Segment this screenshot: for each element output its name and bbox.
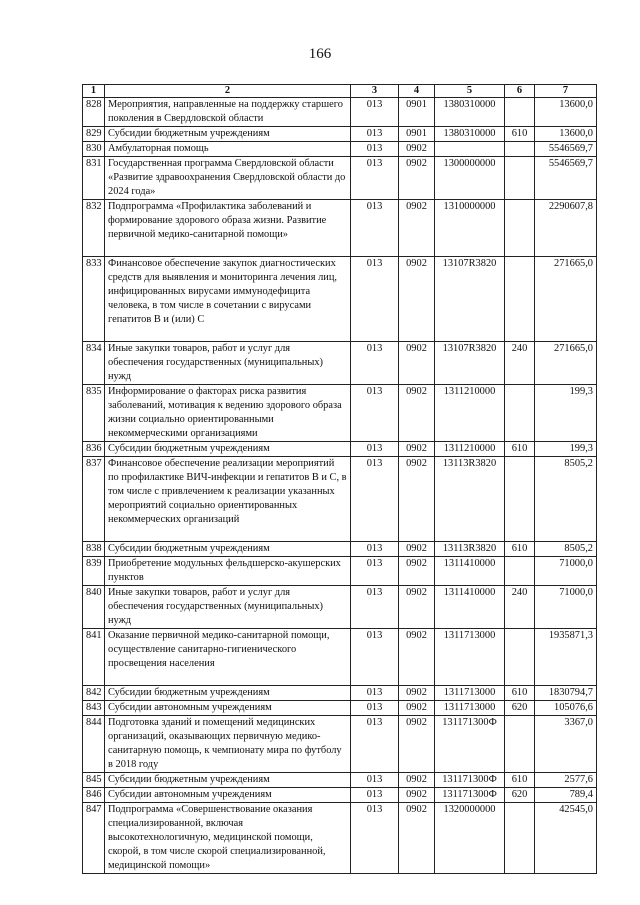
header-col-5: 5 [435,85,505,98]
row-code-3: 013 [351,127,399,142]
table-row [83,557,597,586]
row-code-3: 013 [351,788,399,803]
row-code-3: 013 [351,442,399,457]
row-name: Информирование о факторах риска развития заболеваний, мотивация к ведению здорового образа жизни социально ориентированными некоммерческими организациями [105,385,351,442]
row-code-3: 013 [351,342,399,385]
row-code-3: 013 [351,586,399,629]
table-row [83,385,597,442]
row-code-4: 0902 [399,457,435,542]
row-number: 841 [83,629,105,686]
row-amount: 5546569,7 [535,142,597,157]
table-row [83,200,597,257]
row-amount: 789,4 [535,788,597,803]
row-code-4: 0901 [399,98,435,127]
row-code-3: 013 [351,716,399,773]
row-amount: 71000,0 [535,557,597,586]
row-name: Амбулаторная помощь [105,142,351,157]
row-code-6 [505,557,535,586]
row-name: Иные закупки товаров, работ и услуг для обеспечения государственных (муниципальных) нужд [105,342,351,385]
row-code-6 [505,803,535,874]
row-code-5: 1311210000 [435,442,505,457]
row-code-5 [435,142,505,157]
row-name: Подготовка зданий и помещений медицинских организаций, оказывающих первичную медико-санитарную помощь, к чемпионату мира по футболу в 2018 году [105,716,351,773]
row-code-5: 13107R3820 [435,257,505,342]
row-name: Государственная программа Свердловской области «Развитие здравоохранения Свердловской области до 2024 года» [105,157,351,200]
row-code-6 [505,716,535,773]
row-code-5: 1311713000 [435,701,505,716]
row-code-5: 1310000000 [435,200,505,257]
row-code-6: 610 [505,442,535,457]
row-amount: 105076,6 [535,701,597,716]
row-number: 835 [83,385,105,442]
row-amount: 13600,0 [535,98,597,127]
header-col-4: 4 [399,85,435,98]
row-number: 847 [83,803,105,874]
row-code-4: 0901 [399,127,435,142]
row-code-4: 0902 [399,716,435,773]
header-col-3: 3 [351,85,399,98]
row-amount: 8505,2 [535,542,597,557]
row-code-4: 0902 [399,788,435,803]
row-code-4: 0902 [399,701,435,716]
row-amount: 199,3 [535,385,597,442]
row-name: Подпрограмма «Профилактика заболеваний и формирование здорового образа жизни. Развитие первичной медико-санитарной помощи» [105,200,351,257]
row-code-4: 0902 [399,200,435,257]
row-code-6: 610 [505,686,535,701]
row-code-3: 013 [351,157,399,200]
row-number: 834 [83,342,105,385]
row-code-3: 013 [351,686,399,701]
row-code-3: 013 [351,200,399,257]
row-code-4: 0902 [399,442,435,457]
row-name: Субсидии бюджетным учреждениям [105,542,351,557]
row-number: 844 [83,716,105,773]
table-row [83,686,597,701]
row-name: Субсидии автономным учреждениям [105,701,351,716]
row-code-4: 0902 [399,157,435,200]
row-code-6 [505,200,535,257]
header-col-2: 2 [105,85,351,98]
table-header-row [83,85,597,98]
row-code-4: 0902 [399,342,435,385]
table-row [83,701,597,716]
row-amount: 3367,0 [535,716,597,773]
table-row [83,803,597,874]
row-number: 836 [83,442,105,457]
table-row [83,542,597,557]
row-number: 832 [83,200,105,257]
row-code-6: 610 [505,773,535,788]
row-amount: 271665,0 [535,342,597,385]
row-code-6 [505,457,535,542]
row-code-4: 0902 [399,629,435,686]
row-code-5: 1311410000 [435,557,505,586]
row-code-6: 620 [505,788,535,803]
row-amount: 199,3 [535,442,597,457]
row-name: Субсидии бюджетным учреждениям [105,442,351,457]
row-code-6: 240 [505,586,535,629]
row-code-4: 0902 [399,542,435,557]
table-row [83,98,597,127]
table-row [83,442,597,457]
row-code-6 [505,629,535,686]
row-name: Оказание первичной медико-санитарной помощи, осуществление санитарно-гигиенического просвещения населения [105,629,351,686]
row-code-3: 013 [351,629,399,686]
row-number: 846 [83,788,105,803]
row-number: 831 [83,157,105,200]
row-code-4: 0902 [399,142,435,157]
table-row [83,773,597,788]
row-name: Подпрограмма «Совершенствование оказания специализированной, включая высокотехнологичную, медицинской помощи, скорой, в том числе скорой специализированной, медицинской помощи» [105,803,351,874]
row-code-5: 13113R3820 [435,457,505,542]
header-col-7: 7 [535,85,597,98]
row-code-4: 0902 [399,257,435,342]
row-number: 843 [83,701,105,716]
row-code-5: 1311713000 [435,686,505,701]
table-row [83,629,597,686]
header-col-6: 6 [505,85,535,98]
row-code-5: 1311410000 [435,586,505,629]
table-row [83,716,597,773]
row-code-4: 0902 [399,385,435,442]
row-number: 842 [83,686,105,701]
row-amount: 42545,0 [535,803,597,874]
table-body [83,98,597,874]
row-code-6 [505,157,535,200]
row-code-6 [505,385,535,442]
row-code-6 [505,98,535,127]
row-code-3: 013 [351,542,399,557]
row-code-5: 13113R3820 [435,542,505,557]
row-code-3: 013 [351,557,399,586]
row-code-4: 0902 [399,686,435,701]
row-name: Финансовое обеспечение реализации мероприятий по профилактике ВИЧ-инфекции и гепатитов В и С, в том числе с привлечением к реализации указанных мероприятий социально ориентированных некоммерческих организаций [105,457,351,542]
row-code-3: 013 [351,773,399,788]
row-amount: 271665,0 [535,257,597,342]
row-name: Субсидии бюджетным учреждениям [105,686,351,701]
row-code-5: 1311210000 [435,385,505,442]
row-amount: 5546569,7 [535,157,597,200]
row-name: Приобретение модульных фельдшерско-акушерских пунктов [105,557,351,586]
row-amount: 71000,0 [535,586,597,629]
row-code-4: 0902 [399,586,435,629]
row-name: Субсидии бюджетным учреждениям [105,127,351,142]
row-code-5: 131171300Ф [435,788,505,803]
budget-table [82,84,597,874]
row-code-5: 131171300Ф [435,716,505,773]
table-row [83,127,597,142]
row-code-5: 1380310000 [435,127,505,142]
row-amount: 1935871,3 [535,629,597,686]
row-code-3: 013 [351,457,399,542]
row-amount: 13600,0 [535,127,597,142]
row-code-5: 1320000000 [435,803,505,874]
row-number: 845 [83,773,105,788]
row-name: Субсидии бюджетным учреждениям [105,773,351,788]
row-code-4: 0902 [399,557,435,586]
row-name: Мероприятия, направленные на поддержку старшего поколения в Свердловской области [105,98,351,127]
table-row [83,257,597,342]
row-code-3: 013 [351,257,399,342]
row-code-3: 013 [351,98,399,127]
row-number: 833 [83,257,105,342]
row-code-5: 1380310000 [435,98,505,127]
row-code-6 [505,257,535,342]
row-code-6: 240 [505,342,535,385]
row-number: 830 [83,142,105,157]
row-code-3: 013 [351,803,399,874]
table-row [83,157,597,200]
row-name: Иные закупки товаров, работ и услуг для обеспечения государственных (муниципальных) нужд [105,586,351,629]
row-code-5: 1311713000 [435,629,505,686]
row-code-4: 0902 [399,803,435,874]
table-row [83,586,597,629]
row-number: 838 [83,542,105,557]
row-code-6: 610 [505,127,535,142]
row-amount: 2577,6 [535,773,597,788]
row-code-6 [505,142,535,157]
page-number: 166 [308,46,332,62]
table-row [83,142,597,157]
row-code-3: 013 [351,701,399,716]
row-amount: 2290607,8 [535,200,597,257]
table-row [83,788,597,803]
row-number: 828 [83,98,105,127]
row-number: 840 [83,586,105,629]
row-amount: 8505,2 [535,457,597,542]
row-amount: 1830794,7 [535,686,597,701]
header-col-1: 1 [83,85,105,98]
row-code-4: 0902 [399,773,435,788]
row-code-5: 1300000000 [435,157,505,200]
row-number: 829 [83,127,105,142]
row-name: Финансовое обеспечение закупок диагностических средств для выявления и мониторинга лечения лиц, инфицированных вирусами иммунодефицита человека, в том числе в сочетании с вирусами гепатитов В и (или) С [105,257,351,342]
table-row [83,457,597,542]
row-code-3: 013 [351,142,399,157]
row-code-6: 610 [505,542,535,557]
row-number: 837 [83,457,105,542]
row-code-5: 131171300Ф [435,773,505,788]
row-number: 839 [83,557,105,586]
row-code-5: 13107R3820 [435,342,505,385]
row-code-3: 013 [351,385,399,442]
table-row [83,342,597,385]
row-code-6: 620 [505,701,535,716]
row-name: Субсидии автономным учреждениям [105,788,351,803]
